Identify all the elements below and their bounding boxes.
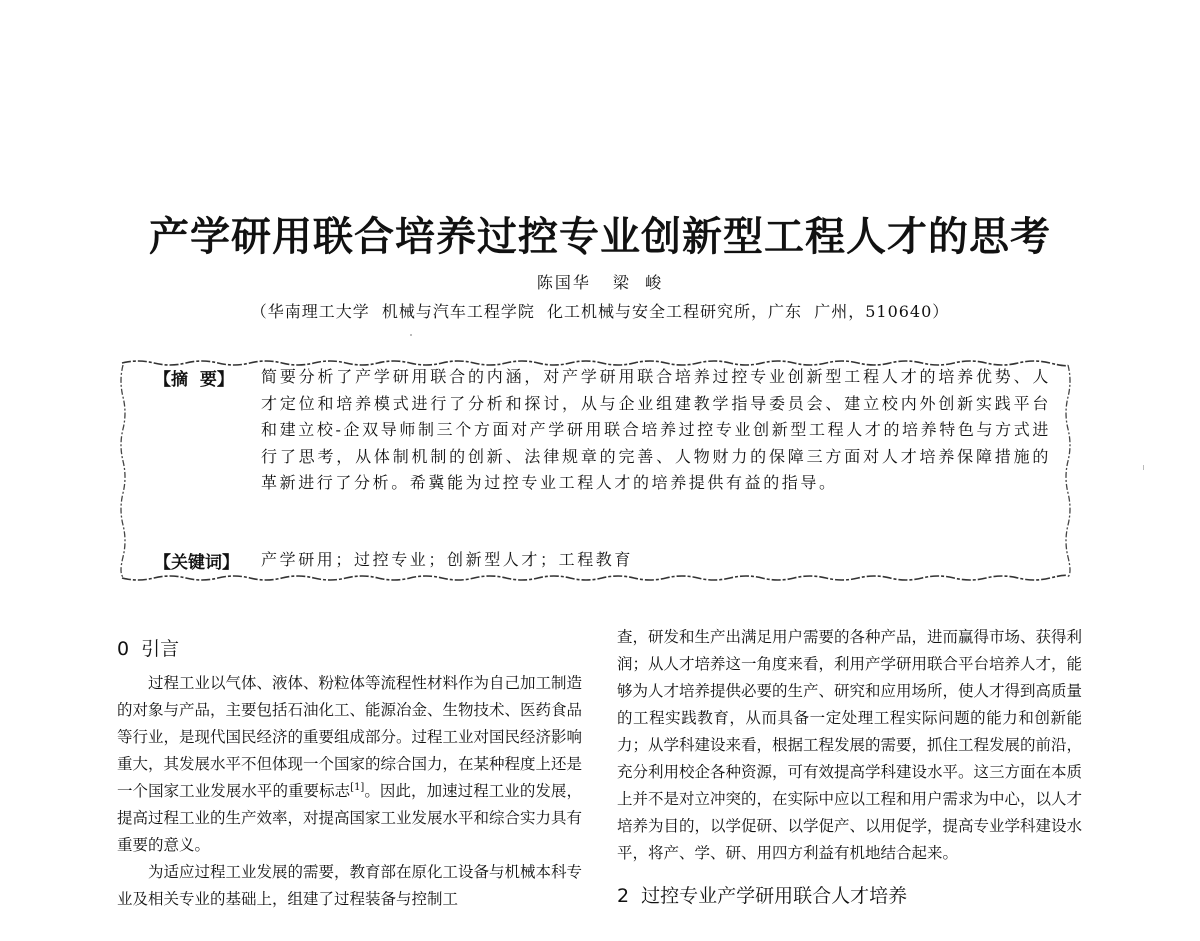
affiliation: （华南理工大学 机械与汽车工程学院 化工机械与安全工程研究所，广东 广州，510640） xyxy=(250,302,950,321)
abstract-text: 简要分析了产学研用联合的内涵，对产学研用联合培养过控专业创新型工程人才的培养优势、人才定位和培养模式进行了分析和探讨，从与企业组建教学指导委员会、建立校内外创新实践平台和建立校-企双导师制三个方面对产学研用联合培养过控专业创新型工程人才的培养特色与方式进行了思考，从体制机制的创新、法律规章的完善、人物财力的保障三方面对人才培养保障措施的革新进行了分析。希冀能为过控专业工程人才的培养提供有益的指导。 xyxy=(261,367,1051,492)
scan-speck xyxy=(1143,465,1144,470)
citation-reference[interactable]: [1] xyxy=(350,781,365,793)
right-column xyxy=(617,624,1082,917)
body-paragraph: 为适应过程工业发展的需要，教育部在原化工设备与机械本科专业及相关专业的基础上，组建了过程装备与控制工 xyxy=(117,863,583,908)
paragraph-text: 。因此，加速过程工业的发展，提高过程工业的生产效率，对提高国家工业发展水平和综合实力具有重要的意义。 xyxy=(117,782,583,854)
author-list xyxy=(0,270,1200,293)
body-paragraph: 查，研发和生产出满足用户需要的各种产品，进而赢得市场、获得利润；从人才培养这一角度来看，利用产学研用联合平台培养人才，能够为人才培养提供必要的生产、研究和应用场所，使人才得到高质量的工程实践教育，从而具备一定处理工程实际问题的能力和创新能力；从学科建设来看，根据工程发展的需要，抓住工程发展的前沿，充分利用校企各种资源，可有效提高学科建设水平。这三方面在本质上并不是对立冲突的，在实际中应以工程和用户需求为中心，以人才培养为目的，以学促研、以学促产、以用促学，提高专业学科建设水平，将产、学、研、用四方利益有机地结合起来。 xyxy=(617,628,1083,862)
author-name: 陈国华 xyxy=(536,273,591,292)
paper-title: 产学研用联合培养过控专业创新型工程人才的思考 xyxy=(149,214,1051,260)
paragraph-text: 过程工业以气体、液体、粉粒体等流程性材料作为自己加工制造的对象与产品，主要包括石油化工、能源冶金、生物技术、医药食品等行业，是现代国民经济的重要组成部分。过程工业对国民经济影响重大，其发展水平不但体现一个国家的综合国力，在某种程度上还是一个国家工业发展水平的重要标志 xyxy=(117,674,583,800)
body-paragraph xyxy=(117,670,582,859)
scan-speck xyxy=(410,334,412,336)
section-heading-2: 2 过控专业产学研用联合人才培养 xyxy=(617,885,908,907)
abstract-label: 【摘 要】 xyxy=(154,370,234,390)
left-column xyxy=(117,624,582,913)
keywords-label: 【关键词】 xyxy=(154,553,239,573)
abstract-box xyxy=(118,357,1073,584)
author-name: 梁 峻 xyxy=(612,273,664,292)
section-heading-introduction: 0 引言 xyxy=(117,638,180,660)
keywords-text: 产学研用；过控专业；创新型人才；工程教育 xyxy=(261,550,634,569)
